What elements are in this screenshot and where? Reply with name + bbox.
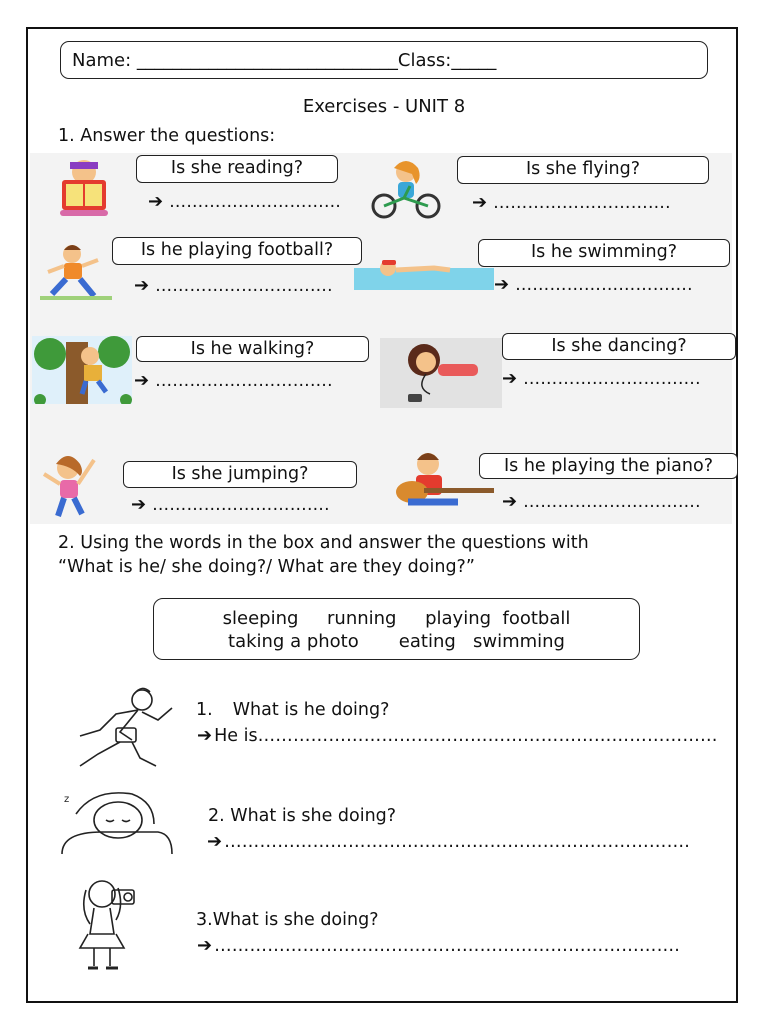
arrow-right-icon: ➔: [134, 370, 150, 391]
question-text: Is she jumping?: [171, 464, 309, 484]
boy-running-icon: [34, 244, 116, 302]
answer-line[interactable]: ➔ ………………………….: [134, 275, 333, 296]
arrow-right-icon: ➔: [502, 368, 518, 389]
answer-line-2[interactable]: ➔ …………………………………………………………………….: [207, 831, 691, 852]
girl-sleeping-icon: [58, 784, 176, 858]
arrow-right-icon: ➔: [502, 491, 518, 512]
boy-climbing-tree-icon: [32, 336, 132, 404]
arrow-right-icon: ➔: [494, 274, 510, 295]
question-2: 2. What is she doing?: [208, 806, 397, 826]
arrow-right-icon: ➔: [197, 725, 213, 746]
boy-swimming-icon: [354, 250, 494, 290]
section2-heading-line2: “What is he/ she doing?/ What are they doing?”: [58, 557, 475, 577]
word-box: [153, 598, 640, 660]
answer-line[interactable]: ➔ ………………………….: [134, 370, 333, 391]
question-box: [502, 333, 736, 360]
question-box: [479, 453, 738, 479]
arrow-right-icon: ➔: [148, 191, 164, 212]
arrow-right-icon: ➔: [207, 831, 223, 852]
word-box-line1: sleeping running playing football: [222, 608, 571, 629]
question-text: Is he playing the piano?: [503, 456, 713, 476]
question-3: 3.What is she doing?: [196, 910, 379, 930]
answer-line-3[interactable]: ➔ …………………………………………………………………….: [197, 935, 681, 956]
girl-listening-music-icon: [380, 338, 502, 408]
answer-line[interactable]: ➔ ………………………….: [131, 494, 330, 515]
question-text: Is she dancing?: [551, 336, 687, 356]
class-label: Class:: [397, 50, 452, 71]
question-text: Is she reading?: [170, 158, 304, 178]
girl-reading-icon: [44, 156, 122, 220]
question-box: [457, 156, 709, 184]
girl-cycling-icon: [366, 158, 446, 220]
girl-taking-photo-icon: [62, 874, 158, 972]
class-blank[interactable]: _____: [451, 50, 497, 71]
arrow-right-icon: ➔: [472, 192, 488, 213]
question-box: [136, 336, 369, 362]
name-blank[interactable]: _____________________________: [136, 50, 398, 71]
question-text: Is he swimming?: [531, 242, 677, 262]
answer-line[interactable]: ➔ ………………………….: [502, 368, 701, 389]
name-class-line: [72, 50, 496, 71]
question-box: [112, 237, 362, 265]
name-label: Name:: [72, 50, 132, 71]
arrow-right-icon: ➔: [197, 935, 213, 956]
answer-line[interactable]: ➔ ………………………….: [494, 274, 693, 295]
worksheet-title: Exercises - UNIT 8: [302, 96, 466, 117]
answer-line-1[interactable]: ➔ He is……………………………………………………………………: [197, 725, 718, 746]
girl-jumping-icon: [36, 452, 104, 524]
question-text: Is he walking?: [190, 339, 315, 359]
answer-line[interactable]: ➔ …………………………: [148, 191, 342, 212]
question-text: Is she flying?: [525, 159, 641, 179]
question-box: [136, 155, 338, 183]
question-text: Is he playing football?: [140, 240, 334, 260]
arrow-right-icon: ➔: [134, 275, 150, 296]
arrow-right-icon: ➔: [131, 494, 147, 515]
question-box: [123, 461, 357, 488]
man-running-icon: [58, 684, 184, 772]
question-box: [478, 239, 730, 267]
question-1: 1. What is he doing?: [196, 700, 390, 720]
svg-text:z: z: [64, 794, 70, 805]
answer-line[interactable]: ➔ ………………………….: [502, 491, 701, 512]
answer-line[interactable]: ➔ ………………………….: [472, 192, 671, 213]
word-box-line2: taking a photo eating swimming: [228, 631, 565, 652]
section2-heading-line1: 2. Using the words in the box and answer the questions with: [58, 533, 589, 553]
section1-heading: 1. Answer the questions:: [58, 126, 276, 146]
